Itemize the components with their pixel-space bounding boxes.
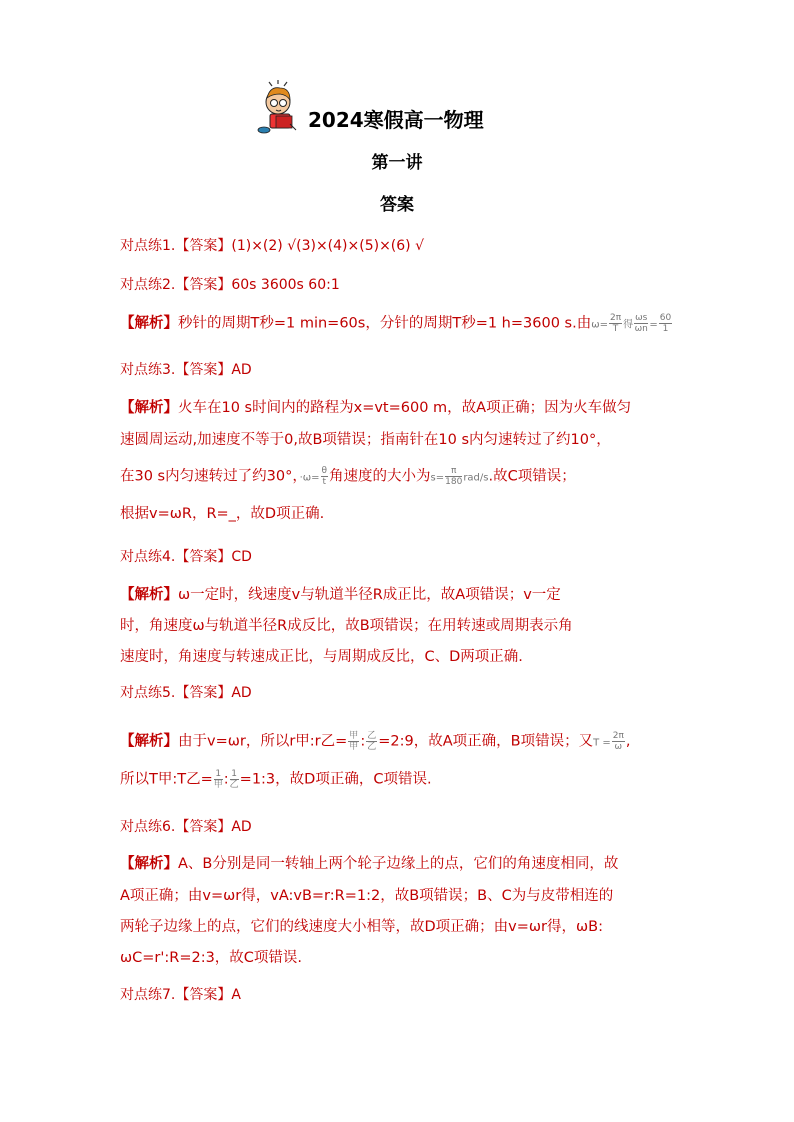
analysis-4-line-2: 时，角速度ω与轨道半径R成反比，故B项错误；在用转速或周期表示角 — [120, 618, 573, 634]
page-title: 2024寒假高一物理 — [308, 108, 484, 132]
answers-heading: 答案 — [380, 195, 414, 215]
answer-item-3: 对点练3.【答案】AD — [120, 362, 252, 378]
analysis-3-line-1: 【解析】火车在10 s时间内的路程为x=vt=600 m，故A项正确；因为火车做匀 — [120, 400, 632, 416]
analysis-6-line-3: 两轮子边缘上的点，它们的线速度大小相等，故D项正确；由v=ωr得，ωB: — [120, 919, 603, 935]
answer-item-5: 对点练5.【答案】AD — [120, 685, 252, 701]
analysis-4-line-1: 【解析】ω一定时，线速度v与轨道半径R成正比，故A项错误；v一定 — [120, 587, 561, 603]
answer-item-4: 对点练4.【答案】CD — [120, 549, 252, 565]
analysis-6-line-2: A项正确；由v=ωr得，vA:vB=r:R=1:2，故B项错误；B、C为与皮带相连的 — [120, 888, 614, 904]
analysis-5-line-1: 【解析】由于v=ωr，所以r甲:r乙= $\frac{\text{甲}}{\text{甲}}$ : $\frac{\text{乙}}{\text{乙}}$ =2:9，故A项正确，B项错误；又T = $\frac{2\pi}{\omega}$ , — [120, 731, 631, 752]
answer-item-7: 对点练7.【答案】A — [120, 987, 241, 1003]
lecture-heading: 第一讲 — [371, 153, 423, 173]
analysis-5-line-2: 所以T甲:T乙= $\frac{1}{\text{甲}}$ : $\frac{1}{\text{乙}}$ =1:3，故D项正确，C项错误. — [120, 769, 432, 790]
answer-item-2: 对点练2.【答案】60s 3600s 60:1 — [120, 277, 340, 293]
analysis-4-line-3: 速度时，角速度与转速成正比，与周期成反比，C、D两项正确. — [120, 649, 523, 665]
analysis-6-line-1: 【解析】A、B分别是同一转轴上两个轮子边缘上的点，它们的角速度相同，故 — [120, 856, 619, 872]
analysis-3-line-2: 速圆周运动,加速度不等于0,故B项错误；指南针在10 s内匀速转过了约10°， — [120, 432, 611, 448]
analysis-3-line-3: 在30 s内匀速转过了约30°，·ω= $\frac{\theta}{t}$ 角速度的大小为s= $\frac{\pi}{180}$ rad/s.故C项错误； — [120, 466, 576, 487]
analysis-6-line-4: ωC=r':R=2:3，故C项错误. — [120, 950, 303, 966]
answer-item-6: 对点练6.【答案】AD — [120, 819, 252, 835]
answer-item-1: 对点练1.【答案】(1)×(2) √(3)×(4)×(5)×(6) √ — [120, 238, 425, 254]
analysis-3-line-4: 根据v=ωR，R=_，故D项正确. — [120, 506, 325, 522]
reading-kid-illustration — [256, 80, 312, 136]
analysis-2: 【解析】秒针的周期T秒=1 min=60s，分针的周期T秒=1 h=3600 s.由ω= $\frac{2\pi}{T}$ 得 $\frac{\omega s}{\omega n}$ = $\frac{60}{1}$ — [120, 313, 672, 334]
analysis-label: 【解析】 — [120, 315, 178, 332]
